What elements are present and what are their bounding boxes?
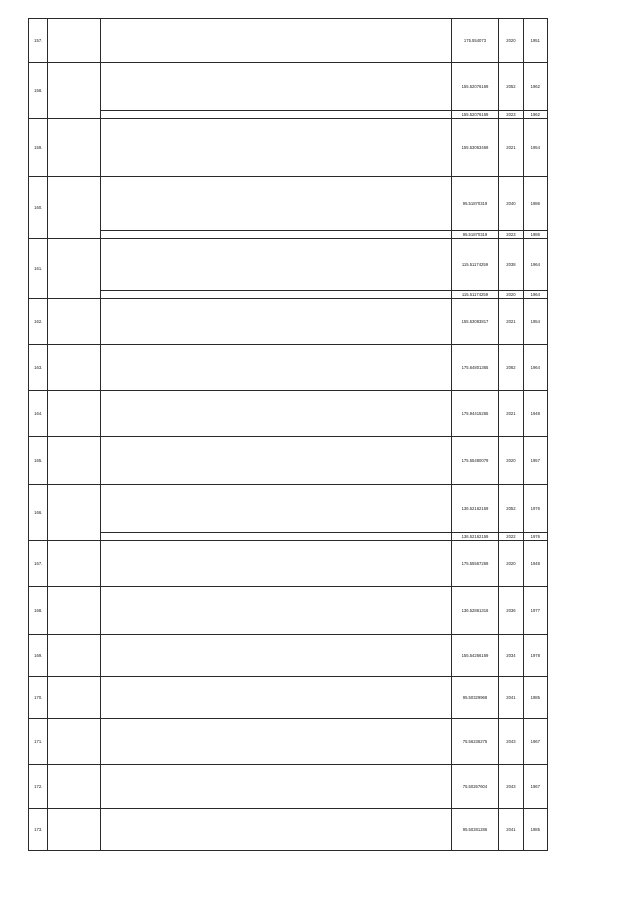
cadastral-value: 136.52162159: [451, 533, 499, 541]
repair-works-description: [100, 677, 451, 719]
table-row: [29, 437, 548, 485]
planned-year: 2020: [499, 437, 523, 485]
construction-year: 1964: [523, 345, 547, 391]
construction-year: 1962: [523, 111, 547, 119]
row-number: 167.: [29, 541, 48, 587]
row-number: 162.: [29, 299, 48, 345]
planned-year: 2052: [499, 63, 523, 111]
planned-year: 2021: [499, 119, 523, 177]
planned-year: 2020: [499, 541, 523, 587]
cadastral-value: 175.64801365: [451, 345, 499, 391]
building-address: [48, 391, 100, 437]
planned-year: 2043: [499, 765, 523, 809]
planned-year: 2036: [499, 587, 523, 635]
building-address: [48, 345, 100, 391]
repair-works-description: [100, 437, 451, 485]
planned-year: 2023: [499, 231, 523, 239]
repair-works-description: [100, 177, 451, 231]
cadastral-value: 136.52162159: [451, 485, 499, 533]
row-number: 164.: [29, 391, 48, 437]
building-address: [48, 19, 100, 63]
repair-works-description: [100, 345, 451, 391]
row-number: 166.: [29, 485, 48, 541]
planned-year: 2052: [499, 485, 523, 533]
construction-year: 1957: [523, 437, 547, 485]
row-number: 161.: [29, 239, 48, 299]
planned-year: 2023: [499, 111, 523, 119]
construction-year: 1977: [523, 587, 547, 635]
cadastral-value: 175.554073: [451, 19, 499, 63]
row-number: 173.: [29, 809, 48, 851]
repair-works-description: [100, 635, 451, 677]
table-subrow: [29, 231, 548, 239]
row-number: 171.: [29, 719, 48, 765]
building-address: [48, 177, 100, 239]
repair-works-description: [100, 765, 451, 809]
construction-year: 1985: [523, 809, 547, 851]
planned-year: 2043: [499, 719, 523, 765]
cadastral-value: 136.52861316: [451, 587, 499, 635]
repair-works-description: [100, 391, 451, 437]
table-row: [29, 345, 548, 391]
building-address: [48, 719, 100, 765]
planned-year: 2022: [499, 533, 523, 541]
repair-works-description: [100, 111, 451, 119]
construction-year: 1951: [523, 19, 547, 63]
cadastral-value: 95.50281286: [451, 809, 499, 851]
table-row: [29, 299, 548, 345]
table-row: [29, 809, 548, 851]
construction-year: 1986: [523, 231, 547, 239]
building-address: [48, 677, 100, 719]
building-address: [48, 119, 100, 177]
construction-year: 1976: [523, 533, 547, 541]
table-row: [29, 719, 548, 765]
cadastral-value: 175.55480079: [451, 437, 499, 485]
table-row: [29, 391, 548, 437]
table-row: [29, 19, 548, 63]
construction-year: 1976: [523, 485, 547, 533]
construction-year: 1967: [523, 765, 547, 809]
repair-works-description: [100, 485, 451, 533]
building-address: [48, 437, 100, 485]
repair-works-description: [100, 587, 451, 635]
cadastral-value: 95.51870319: [451, 231, 499, 239]
repair-works-description: [100, 719, 451, 765]
cadastral-value: 95.51870319: [451, 177, 499, 231]
row-number: 158.: [29, 63, 48, 119]
construction-year: 1964: [523, 291, 547, 299]
cadastral-value: 115.51174259: [451, 239, 499, 291]
row-number: 168.: [29, 587, 48, 635]
cadastral-value: 155.54266169: [451, 635, 499, 677]
repair-works-description: [100, 809, 451, 851]
building-address: [48, 809, 100, 851]
table-subrow: [29, 533, 548, 541]
table-row: [29, 485, 548, 533]
cadastral-value: 115.51174259: [451, 291, 499, 299]
repair-works-description: [100, 63, 451, 111]
table-row: [29, 119, 548, 177]
construction-year: 1954: [523, 299, 547, 345]
repair-works-description: [100, 231, 451, 239]
table-row: [29, 177, 548, 231]
repair-works-description: [100, 299, 451, 345]
table-subrow: [29, 291, 548, 299]
building-address: [48, 541, 100, 587]
planned-year: 2062: [499, 345, 523, 391]
building-address: [48, 587, 100, 635]
repair-works-description: [100, 119, 451, 177]
repair-works-description: [100, 239, 451, 291]
repair-works-description: [100, 291, 451, 299]
planned-year: 2020: [499, 291, 523, 299]
cadastral-value: 175.94415265: [451, 391, 499, 437]
planned-year: 2041: [499, 809, 523, 851]
planned-year: 2041: [499, 677, 523, 719]
construction-year: 1948: [523, 541, 547, 587]
row-number: 165.: [29, 437, 48, 485]
table-row: [29, 765, 548, 809]
construction-year: 1978: [523, 635, 547, 677]
row-number: 160.: [29, 177, 48, 239]
repair-works-description: [100, 19, 451, 63]
building-address: [48, 485, 100, 541]
row-number: 172.: [29, 765, 48, 809]
document-page: [28, 18, 548, 851]
construction-year: 1967: [523, 719, 547, 765]
table-row: [29, 239, 548, 291]
row-number: 169.: [29, 635, 48, 677]
construction-year: 1954: [523, 119, 547, 177]
table-subrow: [29, 111, 548, 119]
planned-year: 2021: [499, 299, 523, 345]
construction-year: 1962: [523, 63, 547, 111]
building-address: [48, 299, 100, 345]
cadastral-value: 75.56236275: [451, 719, 499, 765]
table-row: [29, 635, 548, 677]
cadastral-value: 155.53063469: [451, 119, 499, 177]
capital-repair-table: [28, 18, 548, 851]
planned-year: 2021: [499, 391, 523, 437]
cadastral-value: 155.52076169: [451, 63, 499, 111]
table-body: [29, 19, 548, 851]
planned-year: 2034: [499, 635, 523, 677]
planned-year: 2040: [499, 177, 523, 231]
cadastral-value: 155.53083817: [451, 299, 499, 345]
construction-year: 1948: [523, 391, 547, 437]
table-row: [29, 587, 548, 635]
table-row: [29, 677, 548, 719]
building-address: [48, 239, 100, 299]
construction-year: 1986: [523, 177, 547, 231]
planned-year: 2038: [499, 239, 523, 291]
row-number: 163.: [29, 345, 48, 391]
cadastral-value: 155.52076169: [451, 111, 499, 119]
cadastral-value: 75.50267604: [451, 765, 499, 809]
construction-year: 1985: [523, 677, 547, 719]
row-number: 157.: [29, 19, 48, 63]
repair-works-description: [100, 541, 451, 587]
table-row: [29, 541, 548, 587]
row-number: 159.: [29, 119, 48, 177]
building-address: [48, 765, 100, 809]
table-row: [29, 63, 548, 111]
row-number: 170.: [29, 677, 48, 719]
planned-year: 2020: [499, 19, 523, 63]
cadastral-value: 95.50329968: [451, 677, 499, 719]
repair-works-description: [100, 533, 451, 541]
cadastral-value: 175.55567269: [451, 541, 499, 587]
construction-year: 1964: [523, 239, 547, 291]
building-address: [48, 635, 100, 677]
building-address: [48, 63, 100, 119]
